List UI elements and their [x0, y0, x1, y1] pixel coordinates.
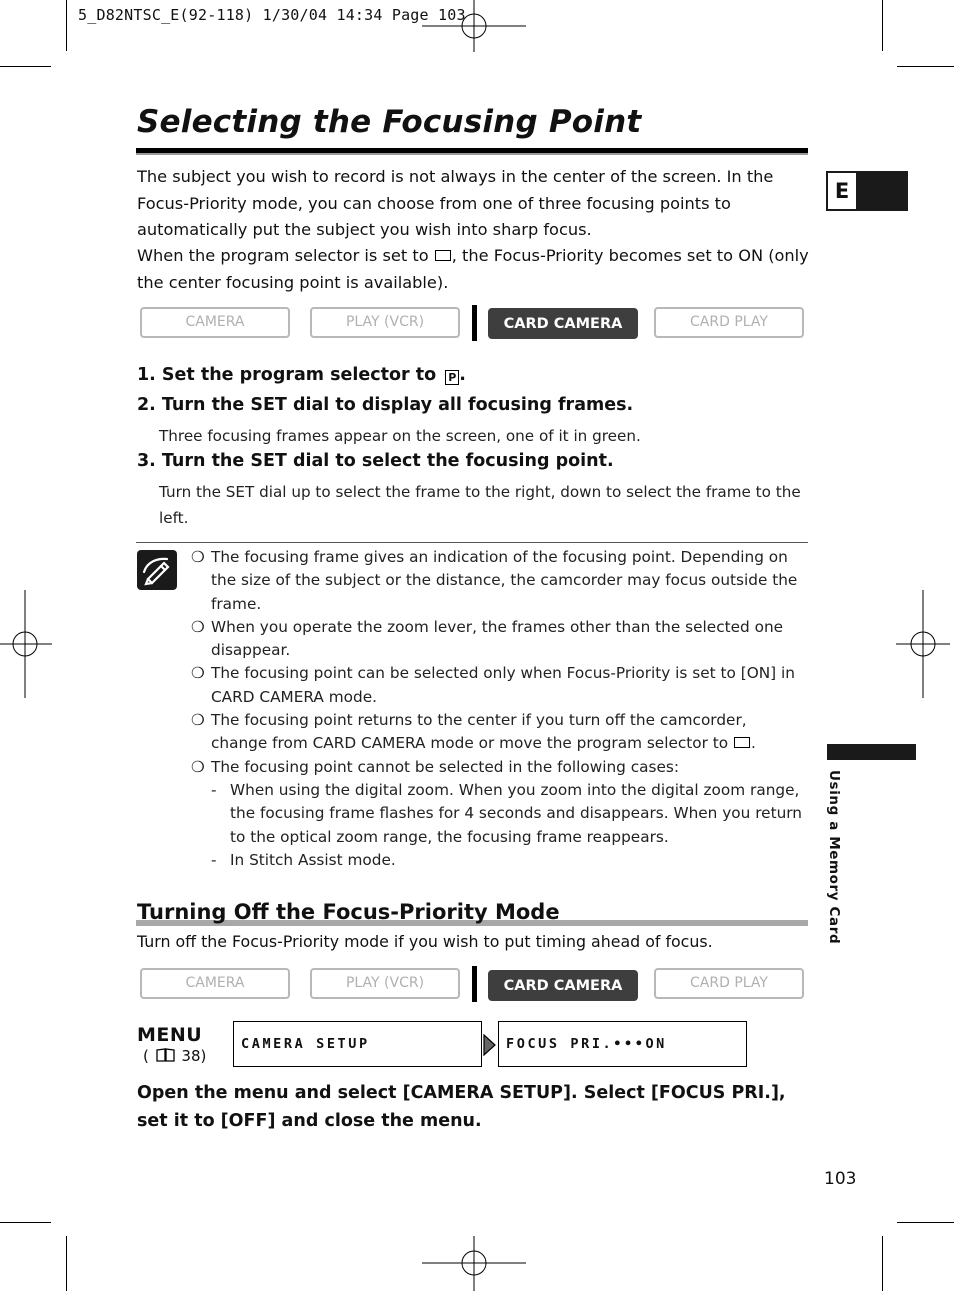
- print-header: 5_D82NTSC_E(92-118) 1/30/04 14:34 Page 103: [78, 6, 466, 24]
- pencil-note-icon: [137, 550, 177, 590]
- step-2-detail: Three focusing frames appear on the screen, one of it in green.: [159, 427, 641, 445]
- step-2: 2. Turn the SET dial to display all focusing frames.: [137, 395, 634, 415]
- title-rule-shadow: [136, 153, 808, 155]
- notes-list: [191, 546, 806, 872]
- note-sub-item: - In Stitch Assist mode.: [211, 850, 396, 869]
- language-tab-label: E: [828, 173, 856, 209]
- menu-label: MENU: [137, 1024, 203, 1046]
- program-p-icon: P: [445, 370, 459, 385]
- mode-separator: [472, 305, 477, 341]
- section-intro: Turn off the Focus-Priority mode if you wish to put timing ahead of focus.: [137, 932, 713, 951]
- mode-camera: CAMERA: [140, 307, 290, 338]
- step-3-detail: Turn the SET dial up to select the frame to the right, down to select the frame to the left.: [159, 483, 801, 527]
- intro-paragraph-1: The subject you wish to record is not always in the center of the screen. In the Focus-Priority mode, you can choose from one of three focusing points to automatically put the subject you wish into sharp focus.: [137, 167, 774, 239]
- mode-camera: CAMERA: [140, 968, 290, 999]
- registration-mark-right: [896, 590, 954, 698]
- section-side-label: Using a Memory Card: [826, 770, 842, 945]
- step-1: 1. Set the program selector to P .: [137, 365, 466, 385]
- note-item: ❍ When you operate the zoom lever, the frames other than the selected one disappear.: [191, 617, 784, 660]
- mode-card-camera-active: CARD CAMERA: [488, 308, 638, 339]
- final-instruction: Open the menu and select [CAMERA SETUP]. Select [FOCUS PRI.], set it to [OFF] and close the menu.: [137, 1083, 786, 1131]
- menu-item-focus-pri: FOCUS PRI.•••ON: [498, 1021, 747, 1067]
- note-item: ❍ The focusing point cannot be selected in the following cases:: [191, 757, 680, 776]
- mode-play-vcr: PLAY (VCR): [310, 307, 460, 338]
- mode-card-camera-active: CARD CAMERA: [488, 970, 638, 1001]
- menu-page-ref: ( 38): [143, 1047, 207, 1065]
- note-item: ❍ The focusing point can be selected only when Focus-Priority is set to [ON] in CARD CAMERA mode.: [191, 664, 795, 706]
- book-icon: [156, 1048, 175, 1062]
- note-sub-item: - When using the digital zoom. When you zoom into the digital zoom range, the focusing frame flashes for 4 seconds and disappears. When you return to the optical zoom range, the focusing frame reappears.: [211, 780, 802, 846]
- auto-mode-icon: [435, 250, 451, 261]
- section-title: Turning Off the Focus-Priority Mode: [137, 900, 560, 924]
- auto-mode-icon: [734, 737, 750, 748]
- page-number: 103: [824, 1169, 857, 1189]
- side-tab: [827, 744, 916, 760]
- mode-card-play: CARD PLAY: [654, 968, 804, 999]
- registration-mark-bottom: [420, 1236, 530, 1291]
- page-title: Selecting the Focusing Point: [137, 104, 642, 140]
- menu-arrow-icon: [483, 1034, 497, 1056]
- note-item: ❍ The focusing frame gives an indication of the focusing point. Depending on the size of the subject or the distance, the camcorder may focus outside the frame.: [191, 548, 798, 613]
- mode-card-play: CARD PLAY: [654, 307, 804, 338]
- mode-separator: [472, 966, 477, 1002]
- intro-paragraph-2: When the program selector is set to , the Focus-Priority becomes set to ON (only the center focusing point is available).: [137, 246, 809, 292]
- notes-divider: [136, 542, 808, 543]
- step-3: 3. Turn the SET dial to select the focusing point.: [137, 451, 614, 471]
- mode-play-vcr: PLAY (VCR): [310, 968, 460, 999]
- menu-item-camera-setup: CAMERA SETUP: [233, 1021, 482, 1067]
- registration-mark-left: [0, 590, 52, 698]
- note-item: ❍ The focusing point returns to the center if you turn off the camcorder, change from CARD CAMERA mode or move the program selector to .: [191, 711, 756, 753]
